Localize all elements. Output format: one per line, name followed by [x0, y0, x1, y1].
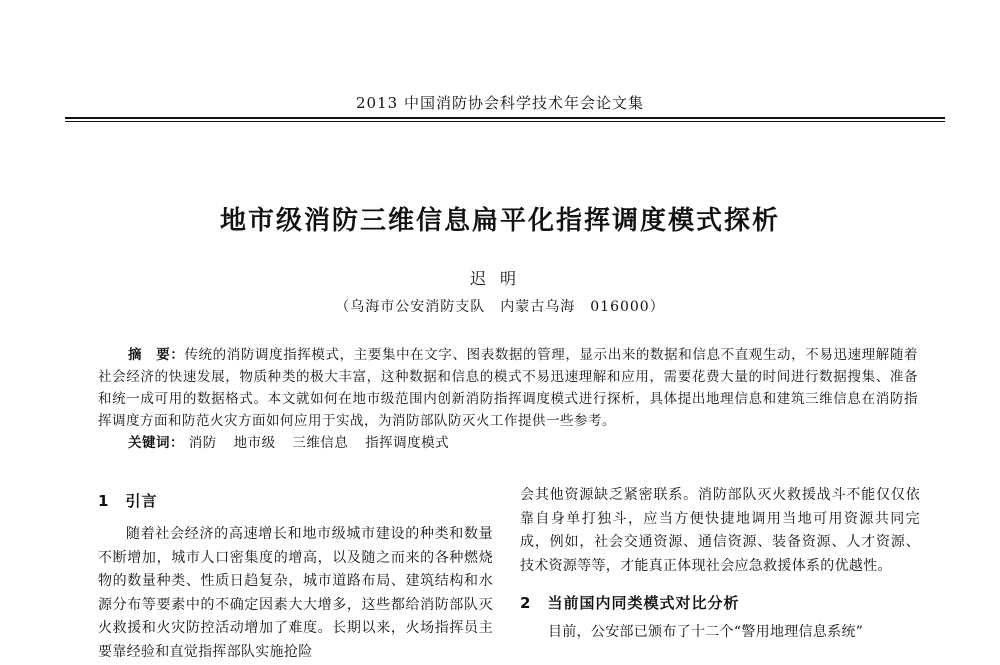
section-paragraph: 目前，公安部已颁布了十二个“警用地理信息系统”: [548, 624, 864, 641]
abstract-label: 摘 要：: [128, 347, 185, 363]
section-number: 1: [98, 492, 110, 510]
abstract-text: 传统的消防调度指挥模式，主要集中在文字、图表数据的管理，显示出来的数据和信息不直观生动，不易迅速理解随着社会经济的快速发展，物质种类的极大丰富，这种数据和信息的模式不易迅速理解和应用，需要花费大量的时间进行数据搜集、准备和统一成可用的数据格式。本文就如何在地市级范围内创新消防指挥调度模式进行探析，具体提出地理信息和建筑三维信息在消防指挥调度方面和防范火灾方面如何应用于实战，为消防部队防灭火工作提供一些参考。: [98, 347, 918, 429]
left-column: [98, 490, 493, 665]
section-title: 当前国内同类模式对比分析: [547, 594, 740, 613]
author-name: 迟明: [469, 269, 530, 288]
keywords-label: 关键词：: [128, 435, 184, 451]
keyword: 三维信息: [292, 435, 349, 451]
keywords: [128, 432, 918, 454]
author-affiliation: （乌海市公安消防支队 内蒙古乌海 016000）: [335, 299, 665, 315]
header-rule: [65, 117, 945, 119]
running-header: 2013 中国消防协会科学技术年会论文集: [356, 94, 644, 112]
continued-paragraph: 会其他资源缺乏紧密联系。消防部队灭火救援战斗不能仅仅依靠自身单打独斗，应当方便快捷地调用当地可用资源共同完成，例如，社会交通资源、通信资源、装备资源、人才资源、技术资源等等，才能真正体现社会应急救援体系的优越性。: [520, 487, 920, 574]
section-title: 引言: [125, 492, 158, 510]
keyword: 指挥调度模式: [365, 435, 450, 451]
paper-title: 地市级消防三维信息扁平化指挥调度模式探析: [219, 206, 780, 236]
header-rule-thin: [65, 121, 945, 122]
keyword: 消防: [188, 435, 217, 451]
section-heading: [98, 490, 493, 511]
abstract: [98, 344, 918, 432]
right-column: [520, 484, 920, 645]
section-paragraph: 随着社会经济的高速增长和地市级城市建设的种类和数量不断增加，城市人口密集度的增高，以及随之而来的各种燃烧物的数量种类、性质日趋复杂，城市道路布局、建筑结构和水源分布等要素中的不确定因素大大增多，这些都给消防部队灭火救援和火灾防控活动增加了难度。长期以来，火场指挥员主要靠经验和直觉指挥部队实施抢险: [98, 526, 493, 660]
keyword: 地市级: [233, 435, 276, 451]
section-heading: [520, 592, 920, 613]
section-number: 2: [520, 594, 532, 613]
